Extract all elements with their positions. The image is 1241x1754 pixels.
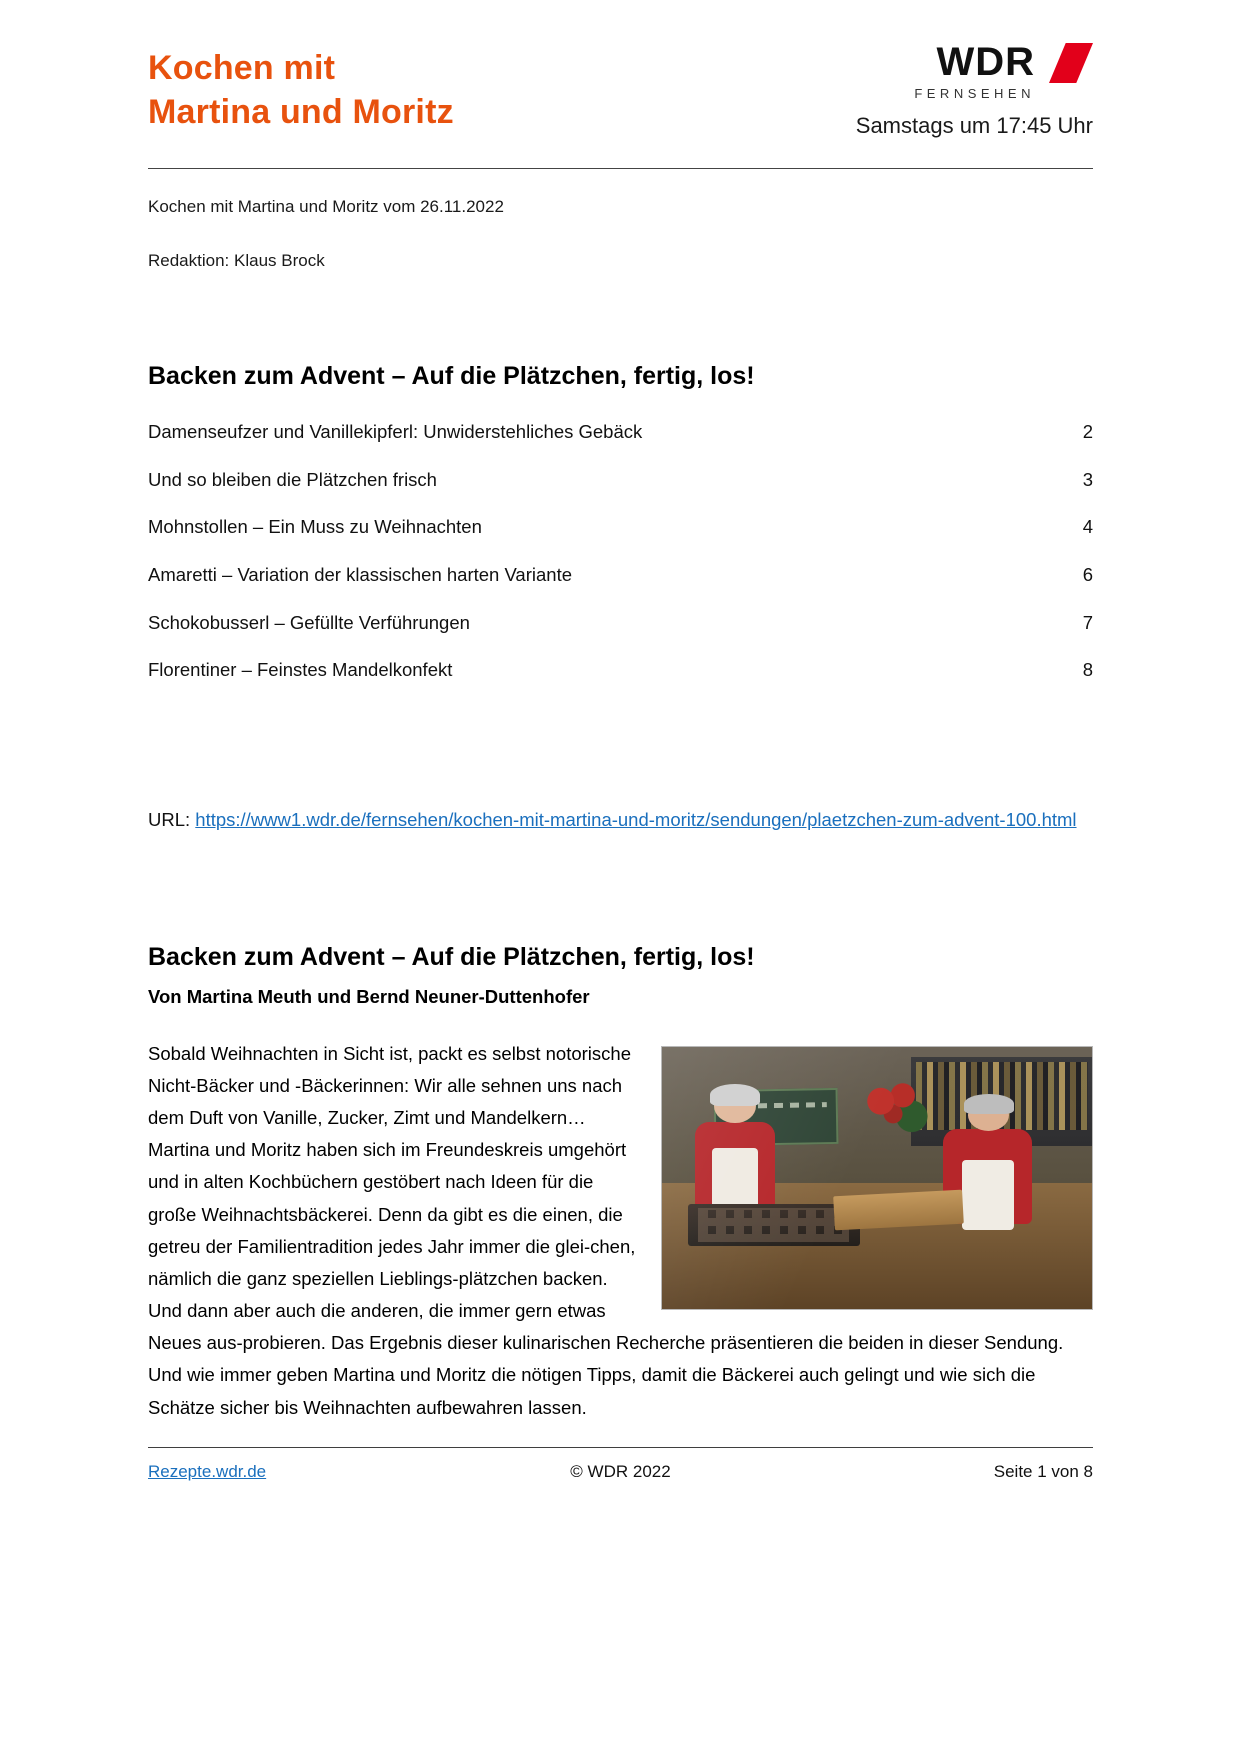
document-meta — [148, 191, 1093, 278]
toc-entry-label: Florentiner – Feinstes Mandelkonfekt — [148, 659, 453, 681]
wdr-subline: FERNSEHEN — [914, 86, 1035, 101]
article-paragraph: Sobald Weihnachten in Sicht ist, packt es selbst notorische Nicht-Bäcker und -Bäckerinnen: Wir alle sehnen uns nach dem Duft von Vanille, Zucker, Zimt und Mandelkern… Martina und Moritz haben sich im Freundeskreis umgehört und in alten Kochbüchern gestöbert nach Ideen für die große Weihnachtsbäckerei. Denn da gibt es die einen, die getreu der Familientradition jedes Jahr immer die glei-chen, nämlich die ganz speziellen Lieblings-plätzchen backen. Und dann aber auch die anderen, die immer gern etwas Neues aus-probieren. Das Ergebnis dieser kulinarischen Recherche präsentieren die beiden in dieser Sendung. Und wie immer geben Martina und Moritz die nötigen Tipps, damit die Bäckerei auch gelingt und wie sich die Schätze sicher bis Weihnachten aufbewahren lassen. — [148, 1042, 1064, 1418]
toc-entry-label: Amaretti – Variation der klassischen harten Variante — [148, 564, 573, 586]
toc-entry-page: 4 — [1082, 516, 1093, 538]
toc-entry[interactable] — [148, 647, 1093, 695]
toc-entry-page: 6 — [1082, 564, 1093, 586]
airtime-text: Samstags um 17:45 Uhr — [855, 113, 1093, 138]
photo-wooden-board — [833, 1190, 964, 1231]
toc-entry-label: Und so bleiben die Plätzchen frisch — [148, 468, 437, 490]
article-photo — [661, 1046, 1093, 1310]
photo-person-right — [937, 1099, 1040, 1251]
toc-entry[interactable] — [148, 504, 1093, 552]
toc-entry-page: 2 — [1082, 421, 1093, 443]
article-body — [148, 1038, 1093, 1424]
photo-flowers — [860, 1078, 929, 1136]
page-title: Backen zum Advent – Auf die Plätzchen, fertig, los! — [148, 361, 755, 390]
footer-website-link[interactable]: Rezepte.wdr.de — [148, 1462, 267, 1481]
wdr-branding — [856, 42, 1093, 139]
wdr-logo — [863, 40, 1093, 101]
toc-entry-page: 7 — [1082, 611, 1093, 633]
show-date-line: Kochen mit Martina und Moritz vom 26.11.2022 — [148, 197, 504, 216]
toc-entry-page: 8 — [1082, 659, 1093, 681]
toc-entry-label: Schokobusserl – Gefüllte Verführungen — [148, 611, 470, 633]
page-footer — [148, 1447, 1093, 1482]
masthead — [148, 42, 1093, 160]
source-url-link[interactable]: https://www1.wdr.de/fernsehen/kochen-mit-martina-und-moritz/sendungen/plaetzchen-zum-advent-100.html — [195, 808, 1077, 830]
toc-entry-label: Mohnstollen – Ein Muss zu Weihnachten — [148, 516, 482, 538]
toc-entry[interactable] — [148, 409, 1093, 457]
article-title: Backen zum Advent – Auf die Plätzchen, fertig, los! — [148, 942, 755, 971]
url-label: URL: — [148, 808, 191, 830]
footer-page-number: Seite 1 von 8 — [993, 1462, 1093, 1481]
toc-entry-page: 3 — [1082, 468, 1093, 490]
footer-divider — [148, 1447, 1093, 1448]
header-divider — [148, 168, 1093, 169]
source-url-block — [148, 805, 1093, 835]
show-logo-text — [148, 46, 454, 134]
toc-entry-label: Damenseufzer und Vanillekipferl: Unwiderstehliches Gebäck — [148, 421, 643, 443]
photo-fruit-arrangement — [722, 1240, 971, 1308]
editor-line: Redaktion: Klaus Brock — [148, 251, 325, 271]
brand-line-1: Kochen mit — [148, 49, 336, 87]
brand-line-2: Martina und Moritz — [148, 93, 454, 132]
wdr-wordmark: WDR — [936, 40, 1035, 84]
footer-copyright: © WDR 2022 — [570, 1462, 671, 1481]
toc-entry[interactable] — [148, 552, 1093, 600]
table-of-contents — [148, 409, 1093, 695]
toc-entry[interactable] — [148, 456, 1093, 504]
toc-entry[interactable] — [148, 599, 1093, 647]
article-byline: Von Martina Meuth und Bernd Neuner-Duttenhofer — [148, 985, 590, 1007]
wdr-slash-icon — [1049, 43, 1093, 83]
